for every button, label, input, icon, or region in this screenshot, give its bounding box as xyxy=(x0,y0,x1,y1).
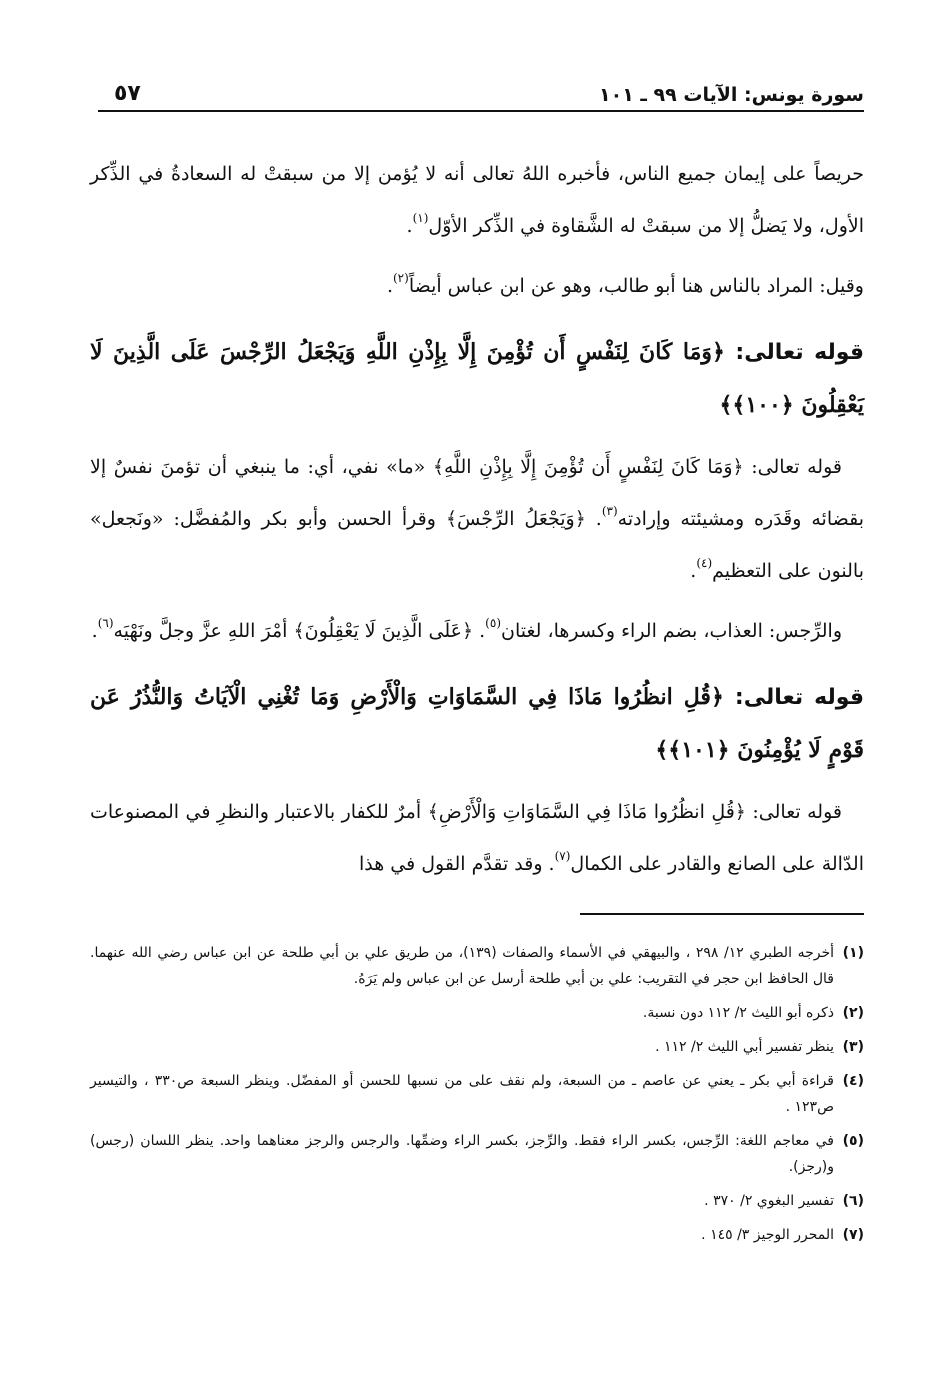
verse-100-label: قوله تعالى: xyxy=(735,340,864,365)
footnote-4 xyxy=(90,1068,864,1120)
paragraph-2 xyxy=(90,260,864,312)
footnote-ref-6: (٦) xyxy=(97,616,114,630)
footnote-number: (٦) xyxy=(842,1193,864,1209)
running-header xyxy=(98,72,864,112)
paragraph-1-end: . xyxy=(406,215,413,237)
paragraph-2-text: وقيل: المراد بالناس هنا أبو طالب، وهو عن ابن عباس أيضاً xyxy=(408,275,864,297)
footnote-ref-1: (١) xyxy=(412,211,429,225)
main-text xyxy=(90,148,864,898)
paragraph-5 xyxy=(90,786,864,890)
footnote-number: (٤) xyxy=(842,1073,864,1089)
paragraph-4-text: والرِّجس: العذاب، بضم الراء وكسرها، لغتان xyxy=(501,620,842,642)
page-number: ٥٧ xyxy=(114,81,141,106)
footnote-1 xyxy=(90,940,864,992)
paragraph-4-cont: . ﴿عَلَى الَّذِينَ لَا يَعْقِلُونَ﴾ أمْرَ اللهِ عزَّ وجلَّ ونَهْيَه xyxy=(113,620,486,642)
footnote-5 xyxy=(90,1128,864,1180)
paragraph-1 xyxy=(90,148,864,252)
footnote-ref-7: (٧) xyxy=(554,849,571,863)
footnote-text: في معاجم اللغة: الرِّجس، بكسر الراء فقط. والرِّجز، بكسر الراء وضمِّها. والرجس والرجز معناهما واحد. ينظر اللسان (رجس) و(رجز). xyxy=(90,1133,834,1175)
footnote-text: قراءة أبي بكر ـ يعني عن عاصم ـ من السبعة، ولم نقف على من نسبها للحسن أو المفضّل. وينظر السبعة ص٣٣٠ ، والتيسير ص١٢٣ . xyxy=(90,1073,834,1115)
paragraph-5-text: قوله تعالى: ﴿قُلِ انظُرُوا مَاذَا فِي السَّمَاوَاتِ وَالْأَرْضِ﴾ أمرٌ للكفار بالاعتبار والنظرِ في المصنوعات الدّالة على الصانع والقادر على الكمال xyxy=(90,801,864,875)
footnote-text: ذكره أبو الليث ٢/ ١١٢ دون نسبة. xyxy=(642,1005,834,1021)
verse-101-text: ﴿قُلِ انظُرُوا مَاذَا فِي السَّمَاوَاتِ وَالْأَرْضِ وَمَا تُغْنِي الْآيَاتُ وَالنُّذُرُ عَن قَوْمٍ لَا يُؤْمِنُونَ ﴿١٠١﴾﴾ xyxy=(90,684,864,763)
footnote-number: (١) xyxy=(842,945,864,961)
footnote-number: (٧) xyxy=(842,1227,864,1243)
footnote-ref-5: (٥) xyxy=(485,616,501,630)
verse-101-heading xyxy=(90,671,864,776)
paragraph-2-end: . xyxy=(386,275,393,297)
footnote-7 xyxy=(90,1222,864,1248)
footnote-text: أخرجه الطبري ١٢/ ٢٩٨ ، والبيهقي في الأسماء والصفات (١٣٩)، من طريق علي بن أبي طلحة عن ابن عباس رضي الله عنهما. قال الحافظ ابن حجر في التقريب: علي بن أبي طلحة أرسل عن ابن عباس ولم يَرَهُ. xyxy=(90,945,834,987)
footnote-ref-4: (٤) xyxy=(696,556,713,570)
footnote-number: (٢) xyxy=(842,1005,864,1021)
footnote-3 xyxy=(90,1034,864,1060)
paragraph-4-end: . xyxy=(91,620,98,642)
paragraph-5-end: . وقد تقدَّم القول في هذا xyxy=(358,853,555,875)
footnote-6 xyxy=(90,1188,864,1214)
footnotes xyxy=(90,940,864,1256)
footnote-separator xyxy=(580,913,864,915)
paragraph-3-end: . xyxy=(690,560,697,582)
paragraph-1-text: حريصاً على إيمان جميع الناس، فأخبره اللهُ تعالى أنه لا يُؤمن إلا من سبقتْ له السعادةُ في الذِّكر الأول، ولا يَضلُّ إلا من سبقتْ له الشَّقاوة في الذِّكر الأوّل xyxy=(90,163,864,237)
footnote-text: ينظر تفسير أبي الليث ٢/ ١١٢ . xyxy=(655,1039,834,1055)
footnote-2 xyxy=(90,1000,864,1026)
paragraph-3-cont: . ﴿وَيَجْعَلُ الرِّجْسَ﴾ وقرأ الحسن وأبو بكر والمُفضَّل: «ونَجعل» بالنون على التعظيم xyxy=(90,508,864,582)
running-title: سورة يونس: الآيات ٩٩ ـ ١٠١ xyxy=(599,84,864,106)
footnote-text: تفسير البغوي ٢/ ٣٧٠ . xyxy=(704,1193,834,1209)
footnote-number: (٥) xyxy=(842,1133,864,1149)
paragraph-3 xyxy=(90,441,864,597)
verse-101-label: قوله تعالى: xyxy=(734,685,864,710)
verse-100-text: ﴿وَمَا كَانَ لِنَفْسٍ أَن تُؤْمِنَ إِلَّا بِإِذْنِ اللَّهِ وَيَجْعَلُ الرِّجْسَ عَلَى الَّذِينَ لَا يَعْقِلُونَ ﴿١٠٠﴾﴾ xyxy=(90,339,864,418)
paragraph-3-text: قوله تعالى: ﴿وَمَا كَانَ لِنَفْسٍ أَن تُؤْمِنَ إِلَّا بِإِذْنِ اللَّهِ﴾ «ما» نفي، أي: ما ينبغي أن تؤمنَ نفسٌ إلا بقضائه وقَدَره ومشيئته وإرادته xyxy=(90,456,864,530)
footnote-ref-2: (٢) xyxy=(392,271,409,285)
footnote-text: المحرر الوجيز ٣/ ١٤٥ . xyxy=(701,1227,834,1243)
verse-100-heading xyxy=(90,326,864,431)
paragraph-4 xyxy=(90,605,864,657)
footnote-ref-3: (٣) xyxy=(601,504,618,518)
footnote-number: (٣) xyxy=(842,1039,864,1055)
